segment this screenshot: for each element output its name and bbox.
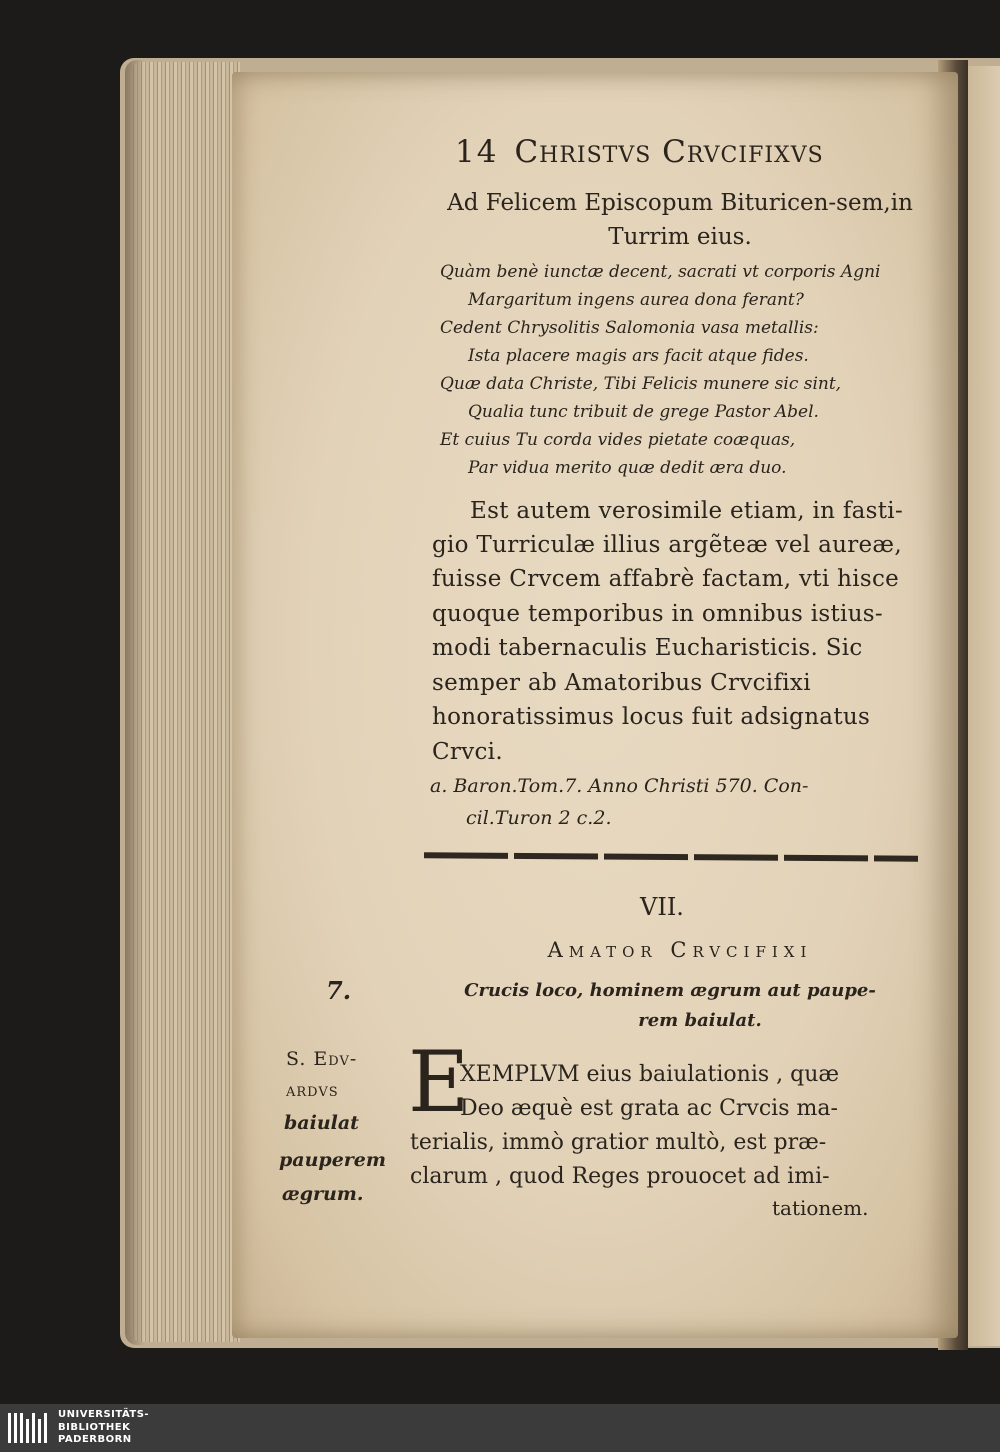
- prose-line: honoratissimus locus fuit adsignatus: [432, 704, 871, 730]
- prose-line: Est autem verosimile etiam, in fasti-: [470, 498, 904, 524]
- sidenote-line: ardvs: [286, 1079, 339, 1101]
- body-line: clarum , quod Reges prouocet ad imi-: [410, 1164, 830, 1189]
- section-title: Amator Crvcifixi: [547, 938, 813, 962]
- verse-line: Et cuius Tu corda vides pietate coæquas,: [440, 430, 796, 450]
- sidenote-line: baiulat: [284, 1112, 359, 1134]
- body-line: XEMPLVM eius baiulationis , quæ: [460, 1062, 840, 1087]
- prose-line: Crvci.: [432, 739, 503, 765]
- logo-line: UNIVERSITÄTS-: [58, 1409, 150, 1420]
- verse-line: Par vidua merito quæ dedit æra duo.: [468, 458, 787, 478]
- verse-line: Cedent Chrysolitis Salomonia vasa metallis:: [440, 318, 819, 338]
- running-head-title: Christvs Crvcifixvs: [514, 134, 824, 170]
- running-head: [455, 134, 824, 170]
- logo-line: BIBLIOTHEK: [58, 1421, 131, 1433]
- library-footer: [0, 1404, 1000, 1452]
- page-edges: [130, 62, 240, 1342]
- sidenote-line: ægrum.: [282, 1183, 364, 1205]
- footnote-line: a. Baron.Tom.7. Anno Christi 570. Con-: [430, 775, 809, 797]
- prose-line: semper ab Amatoribus Crvcifixi: [432, 670, 811, 696]
- prose-line: fuisse Crvcem affabrè factam, vti hisce: [432, 566, 900, 592]
- catchword: tationem.: [772, 1196, 869, 1220]
- body-line: Deo æquè est grata ac Crvcis ma-: [460, 1096, 838, 1121]
- margin-number: 7.: [326, 976, 352, 1005]
- verse-line: Quæ data Christe, Tibi Felicis munere sic sint,: [440, 374, 842, 394]
- footnote-line: cil.Turon 2 c.2.: [466, 807, 612, 829]
- section-number: VII.: [640, 893, 684, 921]
- page-number: 14: [455, 134, 499, 170]
- drop-cap: E: [408, 1033, 470, 1131]
- body-line: terialis, immò gratior multò, est præ-: [410, 1130, 827, 1155]
- sidenote-line: pauperem: [279, 1149, 386, 1171]
- library-logo-text: [58, 1409, 149, 1447]
- verse-line: Margaritum ingens aurea dona ferant?: [468, 290, 804, 310]
- verse-line: Ista placere magis ars facit atque fides.: [468, 346, 809, 366]
- section-subtitle-line: rem baiulat.: [638, 1010, 762, 1031]
- section-subtitle-line: Crucis loco, hominem ægrum aut paupe-: [464, 980, 876, 1001]
- poem-title: Ad Felicem Episcopum Bituricen-sem,in Turrim eius.: [447, 190, 913, 250]
- logo-line: PADERBORN: [58, 1434, 132, 1445]
- prose-line: modi tabernaculis Eucharisticis. Sic: [432, 635, 863, 661]
- library-logo-icon: [6, 1409, 52, 1447]
- sidenote-line: S. Edv-: [286, 1048, 358, 1070]
- prose-line: quoque temporibus in omnibus istius-: [432, 601, 883, 627]
- verse-line: Quàm benè iunctæ decent, sacrati vt corporis Agni: [440, 262, 881, 282]
- prose-line: gio Turriculæ illius argẽteæ vel aureæ,: [432, 532, 902, 558]
- verse-line: Qualia tunc tribuit de grege Pastor Abel.: [468, 402, 819, 422]
- page-edge-shadow: [125, 60, 145, 1345]
